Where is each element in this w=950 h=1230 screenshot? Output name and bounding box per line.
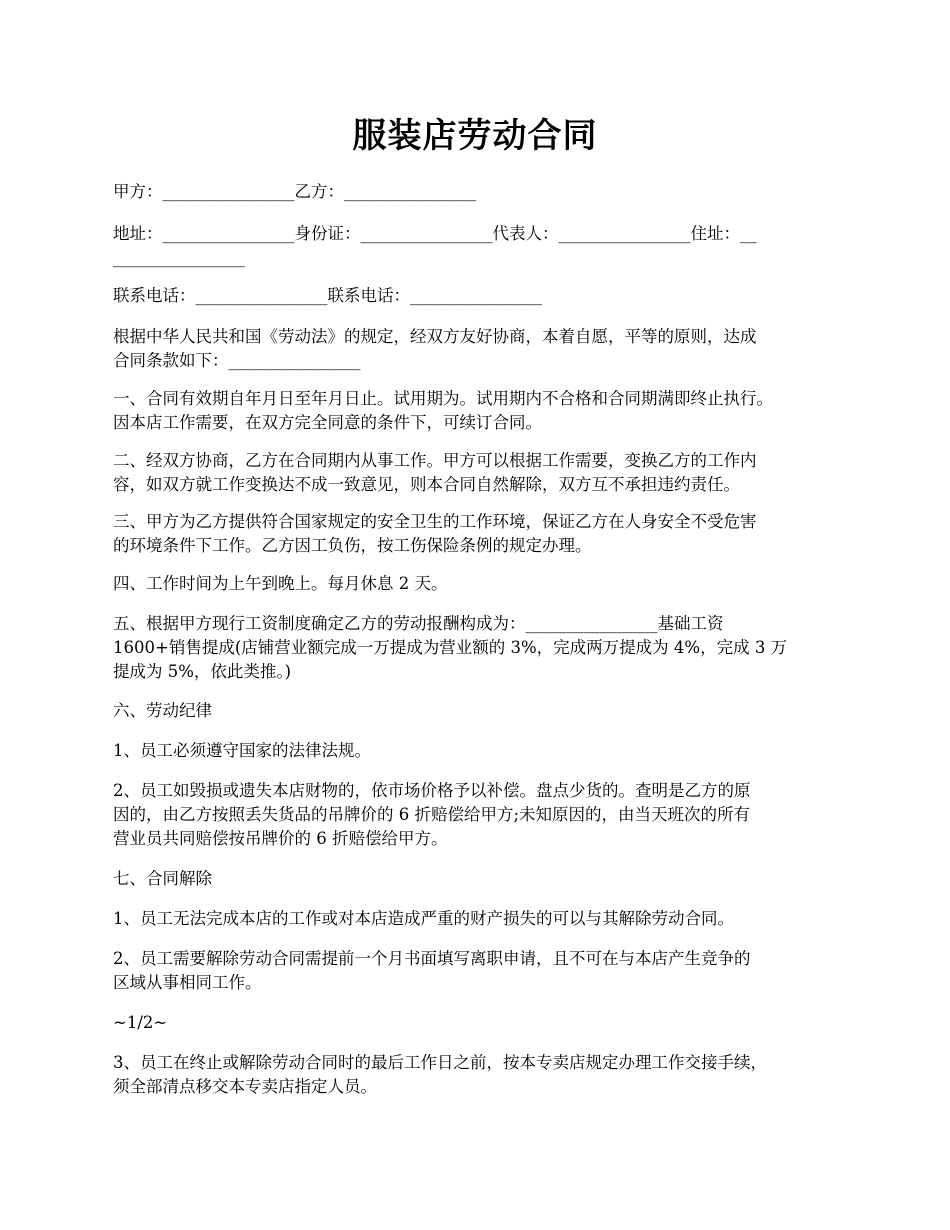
termination-3-line-2: 须全部清点移交本专卖店指定人员。 [113,1077,377,1096]
preamble-line-1: 根据中华人民共和国《劳动法》的规定，经双方友好协商，本着自愿，平等的原则，达成 [113,327,757,346]
clause-2-line-2: 容，如双方就工作变换达不成一致意见，则本合同自然解除，双方互不承担违约责任。 [113,475,740,494]
clause-4: 四、工作时间为上午到晚上。每月休息 2 天。 [113,574,448,593]
section-7-heading: 七、合同解除 [113,869,212,888]
preamble-line-2: 合同条款如下：________________ [113,351,361,370]
address-line-cont: ________________ [113,248,245,267]
rule-1: 1、员工必须遵守国家的法律法规。 [113,741,371,760]
clause-1-line-1: 一、合同有效期自年月日至年月日止。试用期为。试用期内不合格和合同期满即终止执行。 [113,389,773,408]
clause-3-line-2: 的环境条件下工作。乙方因工负伤，按工伤保险条例的规定办理。 [113,536,592,555]
clause-5-line-1: 五、根据甲方现行工资制度确定乙方的劳动报酬构成为：________________基础工资 [113,614,724,633]
party-line: 甲方：________________乙方：________________ [113,182,476,201]
clause-2-line-1: 二、经双方协商，乙方在合同期内从事工作。甲方可以根据工作需要，变换乙方的工作内 [113,451,757,470]
clause-5-line-3: 提成为 5%，依此类推。) [113,662,292,681]
document-title: 服装店劳动合同 [352,116,598,156]
termination-1: 1、员工无法完成本店的工作或对本店造成严重的财产损失的可以与其解除劳动合同。 [113,909,734,928]
rule-2-line-2: 因的，由乙方按照丢失货品的吊牌价的 6 折赔偿给甲方;未知原因的，由当天班次的所有 [113,805,751,824]
clause-1-line-2: 因本店工作需要，在双方完全同意的条件下，可续订合同。 [113,413,542,432]
clause-3-line-1: 三、甲方为乙方提供符合国家规定的安全卫生的工作环境，保证乙方在人身安全不受危害 [113,512,757,531]
phone-line: 联系电话：________________联系电话：________________ [113,286,542,305]
section-6-heading: 六、劳动纪律 [113,701,212,720]
termination-2-line-1: 2、员工需要解除劳动合同需提前一个月书面填写离职申请，且不可在与本店产生竞争的 [113,949,751,968]
termination-2-line-2: 区域从事相同工作。 [113,973,262,992]
page-number: ~1/2~ [113,1013,168,1032]
rule-2-line-1: 2、员工如毁损或遗失本店财物的，依市场价格予以补偿。盘点少货的。查明是乙方的原 [113,781,751,800]
termination-3-line-1: 3、员工在终止或解除劳动合同时的最后工作日之前，按本专卖店规定办理工作交接手续， [113,1053,767,1072]
clause-5-line-2: 1600+销售提成(店铺营业额完成一万提成为营业额的 3%，完成两万提成为 4%，完成 3 万 [113,638,788,657]
address-line: 地址：________________身份证：________________代表人：________________住址：__ [113,224,757,243]
rule-2-line-3: 营业员共同赔偿按吊牌价的 6 折赔偿给甲方。 [113,829,448,848]
